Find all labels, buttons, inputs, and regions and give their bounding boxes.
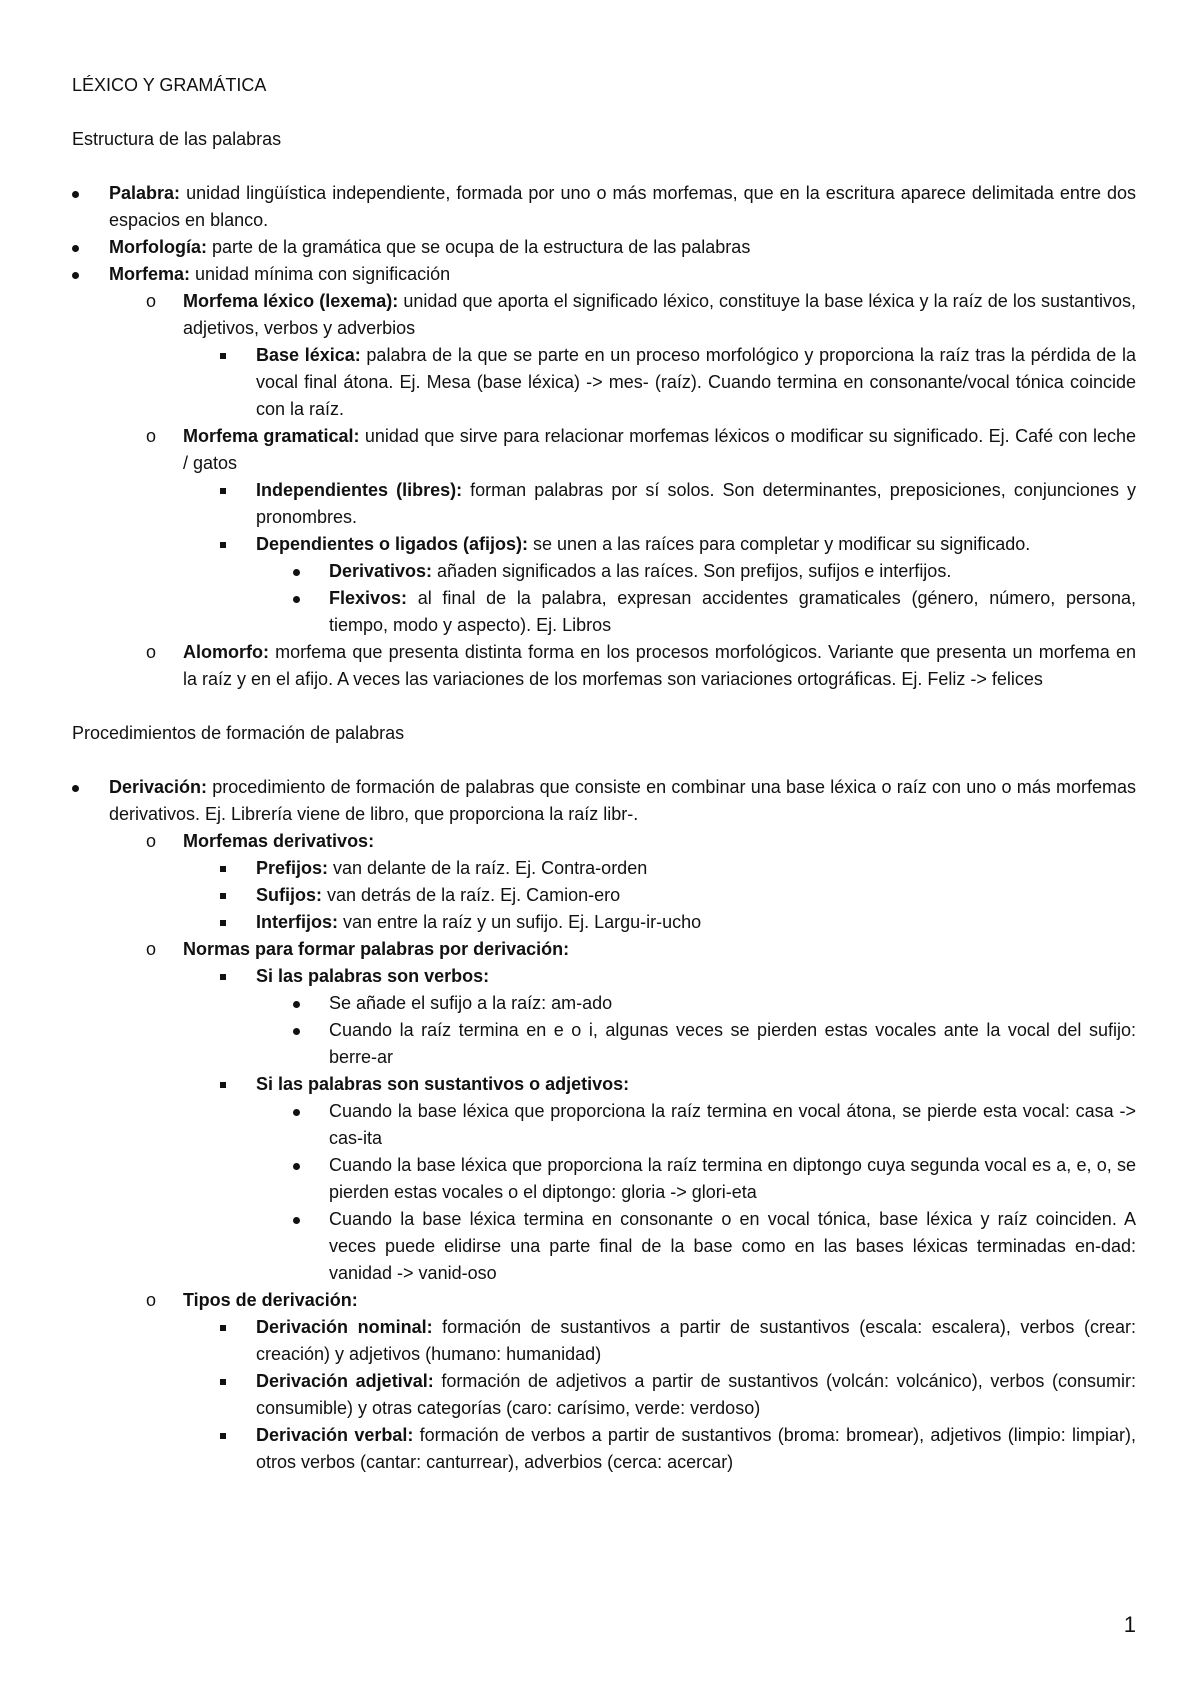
list-item-morfema: Morfema: unidad mínima con significación [72,261,1136,288]
bullet-circle-icon: o [146,939,157,959]
bullet-square-icon [220,1314,226,1341]
list-item-base-lexica: Base léxica: palabra de la que se parte en un proceso morfológico y proporciona la raíz tras la pérdida de la vocal final átona. Ej. Mesa (base léxica) -> mes- (raíz). Cuando termina en consonante/vocal tónica coincide con la raíz. [72,342,1136,423]
bullet-dot-icon [293,585,300,612]
bullet-square-icon [220,963,226,990]
section-heading-procedimientos: Procedimientos de formación de palabras [72,723,405,743]
bullet-circle-icon: o [146,831,157,851]
derivation-list [72,774,1136,1476]
list-item-sust-regla-2: Cuando la base léxica que proporciona la raíz termina en diptongo cuya segunda vocal es a, e, o, se pierden estas vocales o el diptongo: gloria -> glori-eta [72,1152,1136,1206]
bullet-circle-icon: o [146,1290,157,1310]
bullet-square-icon [220,1368,226,1395]
list-item-interfijos: Interfijos: van entre la raíz y un sufijo. Ej. Largu-ir-ucho [72,909,1136,936]
document-title: LÉXICO Y GRAMÁTICA [72,75,267,95]
structure-list [72,180,1136,693]
list-item-tipos: o Tipos de derivación: [72,1287,1136,1314]
bullet-dot-icon [72,261,79,288]
bullet-square-icon [220,855,226,882]
bullet-square-icon [220,531,226,558]
list-item-sustantivos: Si las palabras son sustantivos o adjetivos: [72,1071,1136,1098]
bullet-square-icon [220,1422,226,1449]
bullet-dot-icon [293,558,300,585]
bullet-dot-icon [293,990,300,1017]
list-item-derivacion: Derivación: procedimiento de formación de palabras que consiste en combinar una base léxica o raíz con uno o más morfemas derivativos. Ej. Librería viene de libro, que proporciona la raíz libr-. [72,774,1136,828]
bullet-circle-icon: o [146,426,157,446]
list-item-morfema-lexico: o Morfema léxico (lexema): unidad que aporta el significado léxico, constituye la base léxica y la raíz de los sustantivos, adjetivos, verbos y adverbios [72,288,1136,342]
bullet-dot-icon [293,1152,300,1179]
bullet-square-icon [220,342,226,369]
list-item-derivativos: Derivativos: añaden significados a las raíces. Son prefijos, sufijos e interfijos. [72,558,1136,585]
list-item-derivacion-nominal: Derivación nominal: formación de sustantivos a partir de sustantivos (escala: escalera), verbos (crear: creación) y adjetivos (humano: humanidad) [72,1314,1136,1368]
list-item-morfologia: Morfología: parte de la gramática que se ocupa de la estructura de las palabras [72,234,1136,261]
bullet-dot-icon [72,180,79,207]
bullet-square-icon [220,882,226,909]
list-item-palabra: Palabra: unidad lingüística independiente, formada por uno o más morfemas, que en la escritura aparece delimitada entre dos espacios en blanco. [72,180,1136,234]
list-item-verbos-regla-2: Cuando la raíz termina en e o i, algunas veces se pierden estas vocales ante la vocal del sufijo: berre-ar [72,1017,1136,1071]
bullet-square-icon [220,1071,226,1098]
list-item-verbos-regla-1: Se añade el sufijo a la raíz: am-ado [72,990,1136,1017]
bullet-circle-icon: o [146,291,157,311]
bullet-circle-icon: o [146,642,157,662]
section-heading-estructura: Estructura de las palabras [72,129,282,149]
page-number: 1 [1123,1612,1136,1637]
list-item-sust-regla-3: Cuando la base léxica termina en consonante o en vocal tónica, base léxica y raíz coinciden. A veces puede elidirse una parte final de la base como en las bases léxicas terminadas en-dad: vanidad -> vanid-oso [72,1206,1136,1287]
bullet-dot-icon [293,1206,300,1233]
list-item-normas: o Normas para formar palabras por derivación: [72,936,1136,963]
bullet-dot-icon [72,774,79,801]
list-item-morfemas-derivativos: o Morfemas derivativos: [72,828,1136,855]
bullet-dot-icon [72,234,79,261]
list-item-alomorfo: o Alomorfo: morfema que presenta distinta forma en los procesos morfológicos. Variante que presenta un morfema en la raíz y en el afijo. A veces las variaciones de los morfemas son variaciones ortográficas. Ej. Feliz -> felices [72,639,1136,693]
list-item-dependientes: Dependientes o ligados (afijos): se unen a las raíces para completar y modificar su significado. [72,531,1136,558]
list-item-morfema-gramatical: o Morfema gramatical: unidad que sirve para relacionar morfemas léxicos o modificar su significado. Ej. Café con leche / gatos [72,423,1136,477]
list-item-independientes: Independientes (libres): forman palabras por sí solos. Son determinantes, preposiciones, conjunciones y pronombres. [72,477,1136,531]
bullet-dot-icon [293,1017,300,1044]
bullet-square-icon [220,909,226,936]
list-item-derivacion-verbal: Derivación verbal: formación de verbos a partir de sustantivos (broma: bromear), adjetivos (limpio: limpiar), otros verbos (cantar: canturrear), adverbios (cerca: acercar) [72,1422,1136,1476]
list-item-prefijos: Prefijos: van delante de la raíz. Ej. Contra-orden [72,855,1136,882]
list-item-sufijos: Sufijos: van detrás de la raíz. Ej. Camion-ero [72,882,1136,909]
list-item-derivacion-adjetival: Derivación adjetival: formación de adjetivos a partir de sustantivos (volcán: volcánico), verbos (consumir: consumible) y otras categorías (caro: carísimo, verde: verdoso) [72,1368,1136,1422]
bullet-dot-icon [293,1098,300,1125]
list-item-flexivos: Flexivos: al final de la palabra, expresan accidentes gramaticales (género, número, persona, tiempo, modo y aspecto). Ej. Libros [72,585,1136,639]
list-item-verbos: Si las palabras son verbos: [72,963,1136,990]
list-item-sust-regla-1: Cuando la base léxica que proporciona la raíz termina en vocal átona, se pierde esta vocal: casa -> cas-ita [72,1098,1136,1152]
bullet-square-icon [220,477,226,504]
document-page [72,72,1136,1476]
